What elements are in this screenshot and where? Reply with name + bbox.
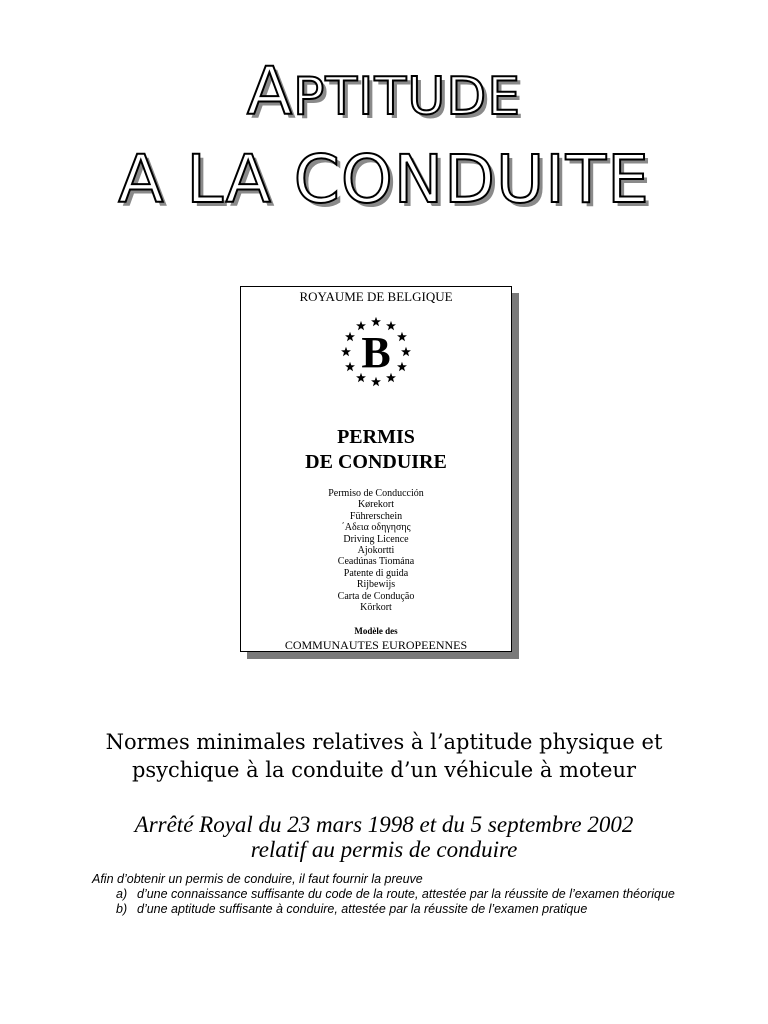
subtitle-line2: psychique à la conduite d’un véhicule à moteur	[131, 758, 637, 782]
item-text: d’une aptitude suffisante à conduire, attestée par la réussite de l’examen pratique	[137, 902, 588, 916]
translation-item: Patente di guida	[343, 567, 409, 579]
decree-line2: relatif au permis de conduire	[250, 837, 518, 862]
license-card	[240, 286, 512, 652]
permit-heading	[241, 425, 511, 475]
permit-heading-line2: DE CONDUIRE	[305, 451, 447, 473]
translation-item: ΄Αδεια οδηγησης	[341, 522, 411, 534]
star-icon	[397, 362, 407, 371]
translation-item: Rijbewijs	[356, 579, 396, 591]
item-marker: a)	[116, 887, 128, 901]
subtitle-line1: Normes minimales relatives à l’aptitude physique et	[105, 730, 663, 754]
intro-text: Afin d’obtenir un permis de conduire, il faut fournir la preuve	[92, 872, 423, 886]
star-icon	[341, 347, 351, 356]
translation-item: Permiso de Conducción	[328, 488, 424, 499]
requirement-item-b	[92, 902, 679, 917]
decree-line1: Arrêté Royal du 23 mars 1998 et du 5 septembre 2002	[134, 812, 634, 837]
permit-heading-line1: PERMIS	[337, 426, 415, 448]
translation-item: Kørekort	[357, 499, 395, 511]
eu-stars-emblem-icon	[331, 317, 421, 387]
decree-reference	[0, 812, 768, 862]
item-marker: b)	[116, 902, 128, 916]
translation-item: Carta de Condução	[337, 590, 415, 602]
kingdom-label: ROYAUME DE BELGIQUE	[299, 289, 453, 304]
translation-item: Driving Licence	[343, 533, 409, 545]
title-initial: A	[246, 53, 293, 130]
star-icon	[371, 317, 381, 326]
star-icon	[345, 332, 355, 341]
star-icon	[371, 377, 381, 386]
communities-label: COMMUNAUTES EUROPEENNES	[284, 638, 468, 652]
star-icon	[345, 362, 355, 371]
document-title-line1	[0, 52, 768, 137]
star-icon	[397, 332, 407, 341]
requirements-paragraph	[92, 872, 679, 917]
translation-item: Ceadúnas Tiomána	[337, 556, 415, 568]
item-text: d’une connaissance suffisante du code de la route, attestée par la réussite de l’examen théorique	[137, 887, 675, 901]
document-title-line2: A LA CONDUITE	[118, 141, 650, 218]
translation-item: Ajokortti	[357, 545, 395, 557]
requirement-item-a	[92, 887, 679, 902]
title-rest: PTITUDE	[292, 67, 522, 127]
subtitle	[0, 728, 768, 784]
translation-list	[241, 488, 511, 613]
translation-item: Körkort	[360, 602, 392, 614]
translation-item: Führerschein	[349, 510, 403, 522]
emblem-letter: B	[361, 328, 391, 377]
star-icon	[401, 347, 411, 356]
model-label: Modèle des	[354, 626, 398, 636]
